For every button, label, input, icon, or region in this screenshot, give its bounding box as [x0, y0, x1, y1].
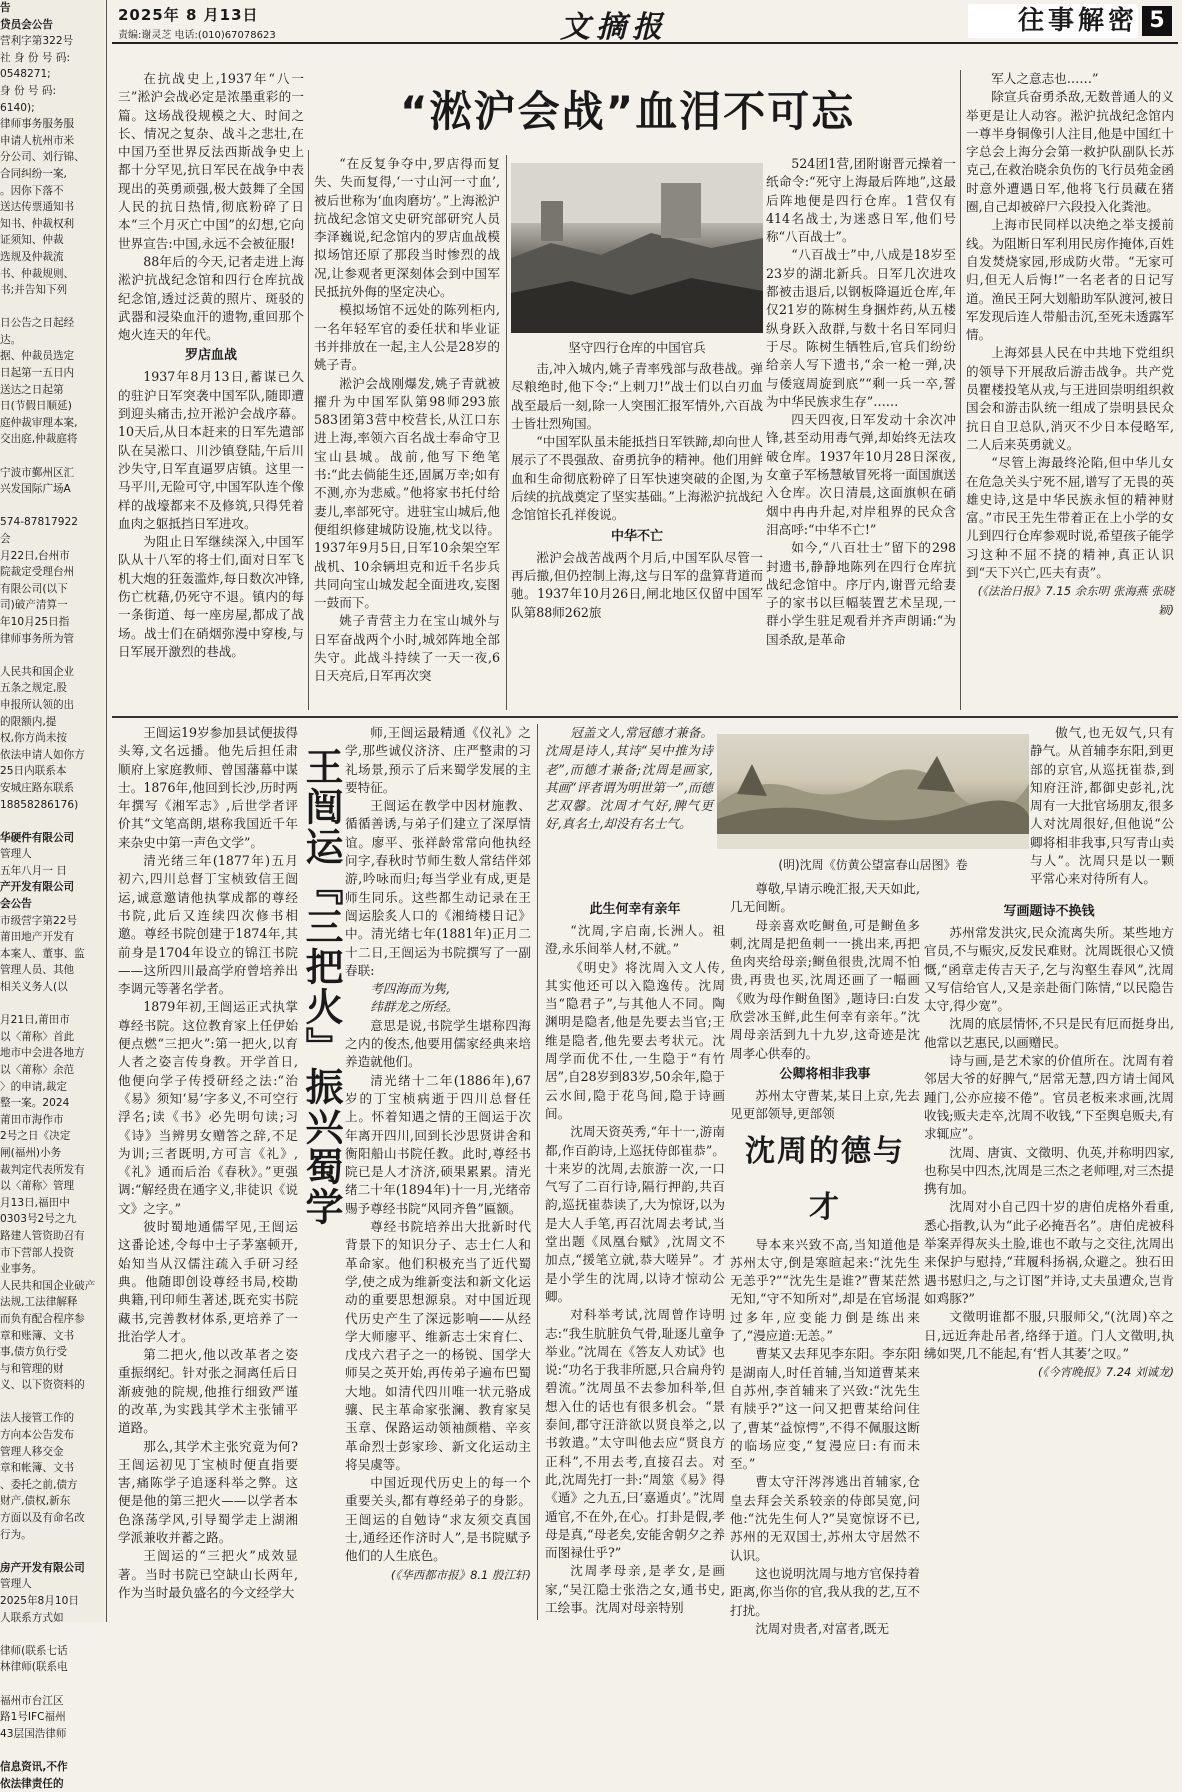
- ad-line: 社 身 份 号 码:: [0, 51, 71, 64]
- ad-line: 司)破产清算一: [0, 599, 68, 612]
- ad-line: [0, 1676, 104, 1693]
- article1-col2: “在反复争夺中,罗店得而复失、失而复得,‘一寸山河一寸血’,被后世称为‘血肉磨坊’。”上海淞沪抗战纪念馆文史研究部研究人员李泽巍说,纪念馆内的罗店血战模拟场馆还原了那段当时惨烈的战况,让参观者更深刻体会到中国军民抵抗外侮的坚定决心。 模拟场馆不远处的陈列柜内,一名年轻军官的委任状和毕业证书并排放在一起,主人公是28岁的姚子青。 淞沪会战刚爆发,姚子青就被擢升为中国军队第98师293旅583团第3营中校营长,从江口东进上海,率领六百名战士奉命守卫宝山县城。战前,他写下绝笔书:“此去倘能生还,固属万幸;如有不测,亦为悲威。”他将家书托付给妻儿,率部死守。进驻宝山城后,他便组织修建城防设施,枕戈以待。1937年9月5日,日军10余架空军战机、10余辆坦克和近千名步兵共同向宝山城发起全面进攻,妄图一鼓而下。 姚子青营主力在宝山城外与日军奋战两个小时,城郊阵地全部失守。此战斗持续了一天一夜,6日天亮后,日军再次突: [314, 156, 500, 684]
- ad-line: 事,债方负行受: [0, 1346, 67, 1359]
- article3-source: (《今宵晚报》7.24 刘诚龙): [1038, 1365, 1174, 1380]
- article3-intro: 冠盖文人,常冠德才兼备。沈周是诗人,其诗“吴中推为诗老”,而德才兼备;沈周是画家,其画“评者谓为明世第一”,而德艺双馨。沈周才气好,脾气更好,真名士,却没有名士气。: [545, 725, 714, 832]
- ad-line: 章和帐簿、文书: [0, 1462, 75, 1475]
- ad-line: 0303号2号之九: [0, 1213, 77, 1226]
- ad-line: 〉的申请,裁定: [0, 1080, 67, 1093]
- couplet-line-2: 纬群龙之所经。: [370, 999, 459, 1015]
- ad-line: 莆田市海作市: [0, 1113, 64, 1126]
- ad-divider: [106, 0, 107, 1622]
- ad-line: 财产,债权,新东: [0, 1495, 71, 1508]
- page-number: 5: [1142, 6, 1172, 36]
- article2-source: (《华西都市报》8.1 殷江轩): [390, 1567, 531, 1582]
- ad-line: 。因你下落不: [0, 184, 64, 197]
- ad-line: 据、仲裁员选定: [0, 350, 75, 363]
- ad-line: 路1号IFC福州: [0, 1711, 66, 1724]
- col-divider: [960, 70, 961, 710]
- ad-line: 书;并告知下列: [0, 284, 68, 297]
- ad-line: 合同纠纷一案,: [0, 167, 67, 180]
- ad-line: 产开发有限公司: [0, 881, 75, 894]
- ad-line: 律师(联系七话: [0, 1644, 68, 1657]
- ad-line: 送达之日起第: [0, 383, 64, 396]
- subhead-zhonghua: 中华不亡: [610, 528, 663, 544]
- section-rule: [112, 716, 1178, 718]
- ad-line: 申请人杭州市米: [0, 134, 75, 147]
- subhead-gongqing: 公卿将相非我事: [779, 1066, 871, 1082]
- ad-line: 方面以及有命名改: [0, 1512, 85, 1525]
- ad-line: 2025年8月10日: [0, 1595, 79, 1607]
- ad-line: 律师事务服务服: [0, 118, 75, 131]
- ad-line: 25日内联系本: [0, 765, 67, 778]
- ad-line: 闸(福州)小务: [0, 1146, 62, 1159]
- ad-line: 书、仲裁规则、: [0, 267, 75, 280]
- ad-line: 依法律责任的: [0, 1777, 64, 1790]
- ad-line: 知书、仲裁权利: [0, 217, 75, 230]
- article3-title: 沈周的德与才: [745, 1133, 905, 1225]
- article2-colA: 王闿运19岁参加县试便拔得头筹,文名远播。他先后担任肃顺府上家庭教师、曾国藩幕中谋士。1876年,他回到长沙,历时两年撰写《湘军志》,后世学者评价其“文笔高朗,堪称我国近千年来杂史中第一声色文学”。 清光绪三年(1877年)五月初六,四川总督丁宝桢致信王闿运,诚意邀请他执掌成都的尊经书院,此后又连续四次修书相邀。尊经书院创建于1874年,其前身是1704年设立的锦江书院——这所四川最高学府曾培养出李调元等著名学者。 1879年初,王闿运正式执掌尊经书院。这位教育家上任伊始便点燃“三把火”:第一把火,以育人者之姿言传身教。开学首日,他便向学子传授研经之法:“治《易》须知‘易’字多义,不可空行浮名;读《书》必先明句读;习《诗》当辨男女赠答之辞,不足为训;三者既明,方可言《礼》,《礼》通而后治《春秋》。”更强调:“解经贵在通字义,非徒识《说文》之字。” 彼时蜀地通儒罕见,王闿运这番论述,令每中士子茅塞顿开,始知当从汉儒注疏入手研习经典。他随即创设尊经书局,校勘典籍,刊印师生著述,既充实书院藏书,完善教材体系,更培养了一批治学人才。 第二把火,他以改革者之姿重振纲纪。针对张之洞离任后日渐疲弛的院规,他推行细致严谨的改革,为实践其学术主张铺平道路。 那么,其学术主张究竟为何?王闿运初见丁宝桢时便直指要害,痛陈学子追逐科举之弊。这便是他的第三把火——以学者本色涤荡学风,引导蜀学走上湖湘学派兼收并蓄之路。 王闿运的“三把火”成效显著。当时书院已空缺山长两年,作为当时最负盛名的今文经学大: [118, 725, 298, 1600]
- article3-colE-top: 傲气,也无奴气,只有静气。从首辅李东阳,到更部的京官,从巡抚崔恭,到知府汪浒,都御史彭礼,沈周有一大批官场朋友,很多人对沈周很好,但他说“公卿将相非我事,只写青山卖与人”。沈周只是以一颗平常心来对待所有人。: [1030, 725, 1174, 887]
- ad-line: 月21日,莆田市: [0, 1014, 70, 1027]
- ad-line: 而负有配合程序参: [0, 1312, 85, 1325]
- ad-line: 日公告之日起经: [0, 317, 75, 330]
- ad-line: 业事务。: [0, 1263, 43, 1276]
- ad-line: 庭仲裁审理本案,: [0, 416, 78, 429]
- col-divider: [537, 724, 538, 1620]
- ad-strip: [0, 0, 104, 1790]
- ad-line: 6140);: [0, 101, 35, 114]
- ad-line: 五条之规定,股: [0, 682, 67, 695]
- ad-line: 证须知、仲裁: [0, 234, 64, 247]
- ad-line: 管理人移交金: [0, 1445, 64, 1458]
- ad-line: 以〈莆称〉管理: [0, 1180, 75, 1193]
- article1-source: (《法治日报》7.15 余东明 张海燕 张晓颖): [977, 584, 1174, 617]
- ad-line: 信息资讯,不作: [0, 1760, 68, 1773]
- ad-line: 会公告: [0, 898, 32, 911]
- ad-line: 市下营部人投资: [0, 1246, 75, 1259]
- article3-painting-caption: (明)沈周《仿黄公望富春山居图》卷: [778, 858, 968, 872]
- ad-line: 43层国浩律师: [0, 1727, 67, 1740]
- ad-line: 安城庄路东联系: [0, 781, 75, 794]
- ad-line: 贷员会公告: [0, 18, 53, 31]
- ad-line: 整一案。2024: [0, 1097, 70, 1110]
- ad-line: 有限公司(以下: [0, 582, 68, 595]
- article2-title: 王闿运『三把火』振兴蜀学: [299, 747, 344, 1227]
- ad-line: [0, 996, 104, 1013]
- ad-line: 、委托之前,债方: [0, 1478, 78, 1491]
- article2-colB: 师,王闿运最精通《仪礼》之学,那些诚仪济济、庄严整肃的习礼场景,预示了后来蜀学发展的主要特征。 王闿运在教学中因材施教、循循善诱,与弟子们建立了深厚情谊。廖平、张祥龄常常向他执经问字,春秋时节师生数人常结伴郊游,吟咏而归;每当学业有成,更是师生同乐。这些都生动记录在王闿运脍炙人口的《湘绮楼日记》中。清光绪七年(1881年)正月二十二日,王闿运为书院撰写了一副春联: 考四海而为隽, 纬群龙之所经。 意思是说,书院学生堪称四海之内的俊杰,他要用儒家经典来培养造就他们。 清光绪十二年(1886年),67岁的丁宝桢病逝于四川总督任上。怀着知遇之情的王闿运于次年离开四川,回到长沙思贤讲舍和衡阳船山书院任教。此时,尊经书院已是人才济济,硕果累累。清光绪二十年(1894年)十一月,光绪帝赐予尊经书院“风同齐鲁”匾额。 尊经书院培养出大批新时代背景下的知识分子、志士仁人和革命家。他们积极充当了近代蜀学,使之成为维新变法和新文化运动的重要思想源泉。对中国近现代历史产生了深远影响——从经学大师廖平、维新志士宋育仁、戊戌六君子之一的杨锐、国学大师吴之英开始,再传弟子遍布巴蜀大地。如清代四川唯一状元骆成骧、民主革命家张澜、教育家吴玉章、保路运动领袖颜楷、辛亥革命烈士彭家珍、新文化运动主将吴虞等。 中国近现代历史上的每一个重要关头,都有尊经弟子的身影。王闿运的自勉诗“求友须交真国士,通经还作济时人”,是书院赋予他们的人生底色。 (《华西都市报》8.1 殷江轩): [345, 724, 531, 1620]
- col-divider: [506, 155, 507, 710]
- ad-line: [0, 1394, 104, 1411]
- ad-line: 市级营字第22号: [0, 914, 78, 927]
- article1-col5: 军人之意志也……” 除宣兵奋勇杀敌,无数普通人的义举更是让人动容。淞沪抗战纪念馆内一尊半身铜像引人注目,他是中国红十字总会上海分会第一救护队副队长苏克己,在救治晓余负伤的飞行员苑金函时意外遭遇日军,他将飞行员藏在猪圈,自己却被碎尸六段投入化粪池。 上海市民同样以决绝之举支援前线。为阻断日军利用民房作掩体,百姓自发焚烧家园,形成防火带。“无家可归,但无人后悔!”一名老者的日记写道。渔民王阿大划船助军队渡河,被日军发现后连人带船击沉,至死未透露军情。 上海郊县人民在中共地下党组织的领导下开展敌后游击战争。共产党员瞿楼投笔从戎,与王进回崇明组织救国会和游击队统一组成了崇明县民众抗日自卫总队,消灭不少日本侵略军,二人后来英勇就义。 “尽管上海最终沦陷,但中华儿女在危急关头宁死不屈,谱写了无畏的英雄史诗,这是中华民族永恒的精神财富。”市民王先生带着正在上小学的女儿到四行仓库参观时说,希望孩子能学习这种不屈不挠的精神,真正认识到“天下兴亡,匹夫有责”。 (《法治日报》7.15 余东明 张海燕 张晓颖): [966, 70, 1174, 710]
- ad-line: 月22日,台州市: [0, 549, 70, 562]
- ad-line: 院裁定受理台州: [0, 566, 75, 579]
- ad-line: 宁波市鄞州区汇: [0, 466, 75, 479]
- ad-line: [0, 498, 104, 515]
- article1-col3: 击,冲入城内,姚子青率残部与敌巷战。弹尽粮绝时,他下令:“上刺刀!”战士们以白刃血战至最后一刻,除一人突围汇报军情外,六百战士皆壮烈殉国。 “中国军队虽未能抵挡日军铁蹄,却向世人展示了不畏强敌、奋勇抗争的精神。他们用鲜血和生命彻底粉碎了日军快速突破的企图,为后续的抗战奠定了坚实基础。”上海淞沪抗战纪念馆馆长孔祥俊说。 中华不亡 淞沪会战苦战两个月后,中国军队尽管一再后撤,但仍控制上海,这与日军的盘算背道而驰。1937年10月26日,闸北地区仅留中国军队第88师262旅: [511, 361, 764, 620]
- ad-line: 福州市台江区: [0, 1694, 64, 1707]
- ad-line: 兴发国际广场A: [0, 483, 71, 496]
- ad-line: 林律师(联系电: [0, 1661, 68, 1674]
- ad-line: 人民共和国企业破产: [0, 1279, 96, 1292]
- ad-line: 行为。: [0, 1528, 32, 1541]
- article1-photo-caption: 坚守四行仓库的中国官兵: [568, 340, 706, 355]
- ad-line: 地市中会进各地方: [0, 1047, 85, 1060]
- ad-line: 管理人: [0, 848, 32, 861]
- article1-col4: 524团1营,团附谢晋元操着一纸命令:“死守上海最后阵地”,这最后阵地便是四行仓库。1营仅有414名战士,为迷惑日军,他们号称“八百战士”。 “八百战士”中,八成是18岁至23岁的湖北新兵。日军几次进攻都被击退后,以钢板降逼近仓库,年仅21岁的陈树生身捆炸药,从五楼纵身跃入敌群,与数十名日军同归于尽。陈树生牺牲后,官兵们纷纷给亲人写下遗书,“余一枪一弹,决与倭寇周旋到底”“剩一兵一卒,誓为中华民族求生存”…… 四天四夜,日军发动十余次冲锋,甚至动用毒气弹,却始终无法攻破仓库。1937年10月28日深夜,女童子军杨慧敏冒死将一面国旗送入仓库。次日清晨,这面旗帜在硝烟中冉冉升起,对岸租界的民众含泪高呼:“中华不亡!” 如今,“八百壮士”留下的298封遗书,静静地陈列在四行仓库抗战纪念馆中。序厅内,谢晋元给妻子的家书以巨幅装置艺术呈现,一群小学生驻足观看并齐声朗诵:“为国杀敌,是革命: [766, 156, 956, 647]
- ad-line: 人联系方式如: [0, 1611, 64, 1624]
- ad-line: 申报所认领的出: [0, 698, 75, 711]
- ad-line: 年10月25日指: [0, 615, 70, 628]
- ad-line: 管理人: [0, 1578, 32, 1591]
- ad-line: 达。: [0, 333, 22, 346]
- ad-line: 管理人员、其他: [0, 964, 75, 977]
- ad-line: 律师事务所为管: [0, 632, 75, 645]
- article3-colE: 写画题诗不换钱 苏州常发洪灾,民众流离失所。某些地方官员,不与赈灾,反发民难财。沈周既很心又愤慨,“函章走传吉天子,乞与沟壑生春风”,沈周又写信给官人,又是亲赴衙门陈情,“以民隐告太守,得少宽”。 沈周的底层情怀,不只是民有厄而挺身出,他常以艺惠民,以画赠民。 诗与画,是艺术家的价值所在。沈周有着邻居大爷的好脾气,“居常无慧,四方请士闻风踵门,公亦应接不倦”。官员老板来求画,沈周收钱;贩夫走卒,沈周不收钱,“下至舆皂贩夫,有求辄应”。 沈周、唐寅、文徵明、仇英,并称明四家,也称吴中四杰,沈周是三杰之老师哩,对三杰提携有加。 沈周对小自己四十岁的唐伯虎格外看重,悉心指教,认为“此子必掩吾名”。唐伯虎被科举案弄得灰头土脸,谁也不敢与之交往,沈周出来保护与慰持,“茸履科扬祸,众避之。独石田遇书慰归之,与之订图”并诗,丈夫虽遭众,岂肯如鸡豚?” 文徵明谁都不服,只服师父,“(沈周)卒之日,远近奔赴吊者,络绎于道。门人文徵明,执绋如哭,几不能起,有‘哲人其萎’之叹。” (《今宵晚报》7.24 刘诚龙): [924, 900, 1174, 1620]
- ad-line: 人民共和国企业: [0, 665, 75, 678]
- ad-line: 送达传票通知书: [0, 201, 75, 214]
- ad-line: 18858286176): [0, 798, 79, 811]
- ad-line: 与和管理的财: [0, 1362, 64, 1375]
- ad-line: [0, 299, 104, 316]
- ad-line: 以〈莆称〉首此: [0, 1030, 75, 1043]
- subhead-qinnian: 此生何幸有亲年: [589, 902, 681, 917]
- editor-line: 责编:谢灵芝 电话:(010)67078623: [118, 30, 276, 41]
- ad-line: 义、以下资资料的: [0, 1379, 85, 1392]
- ad-line: [0, 448, 104, 465]
- col-divider: [308, 150, 309, 710]
- ad-line: 日(节假日顺延): [0, 400, 72, 413]
- ad-line: 告: [0, 2, 11, 14]
- ad-line: 裁判定代表所发有: [0, 1163, 85, 1176]
- article3-colC: 此生何幸有亲年 “沈周,字启南,长洲人。祖澄,永乐间举人材,不就。” 《明史》将沈周入文人传,其实他还可以入隐逸传。沈周当“隐君子”,与其他人不同。陶渊明是隐者,他是先要去当官;王维是隐者,他先要去考状元。沈周学而优不仕,一生隐于“有竹居”,自28岁到83岁,50余年,隐于云水间,隐于花鸟间,隐于诗画间。 沈周天资英秀,“年十一,游南都,作百韵诗,上巡抚侍郎崔恭”。十来岁的沈周,去旅游一次,一口气写了二百行诗,隔行押韵,共百韵,巡抚崔恭读了,大为惊讶,以为是大人手笔,再召沈周去考试,当堂出题《凤凰台赋》,沈周文不加点,“援笔立就,恭大嗟异”。才是小学生的沈周,以诗才惊动公卿。 对科举考试,沈周曾作诗明志:“我生肮脏负气骨,耻逐儿童争举业。”沈周在《答友人劝试》也说:“功名于我非所愿,只合扁舟钓碧流。”沈周虽不去参加科举,但想入仕的话也有很多机会。“景泰间,郡守汪浒欲以贤良举之,以书敦遣。”太守叫他去应“贤良方正科”,不用去考,直接召去。对此,沈周先打一卦:“周筮《易》得《遁》之九五,曰‘嘉遁贞’。”沈周遁官,不在外,在心。打卦是假,孝母是真,“母老矣,安能舍朝夕之养而图禄仕乎?” 沈周孝母亲,是孝女,是画家,“吴江隐士张浩之女,通书史,工绘事。沈周对母亲特别: [545, 898, 725, 1620]
- ad-line: 以〈莆称〉余范: [0, 1064, 75, 1076]
- header-rule: [112, 42, 1178, 44]
- subhead-luodian: 罗店血战: [184, 348, 237, 364]
- ad-line: 月13日,福田中: [0, 1196, 70, 1209]
- ad-line: 574-87817922: [0, 516, 78, 529]
- masthead: 文摘报: [560, 10, 668, 45]
- ad-line: 莆田地产开发有: [0, 931, 75, 944]
- ad-line: 交出庭,仲裁庭将: [0, 433, 78, 446]
- subhead-huashi: 写画题诗不换钱: [1003, 904, 1095, 919]
- ad-line: [0, 813, 104, 830]
- ad-line: 路建人管资助召有: [0, 1229, 85, 1242]
- ad-line: 会: [0, 533, 11, 545]
- ad-line: [0, 1543, 104, 1560]
- ad-line: 法规,工法律解释: [0, 1296, 78, 1309]
- ad-line: 身 份 号 码:: [0, 84, 57, 97]
- ad-line: 相关义务人(以: [0, 981, 68, 994]
- ad-line: 方向本公告发布: [0, 1429, 75, 1442]
- ad-line: 日起第一五日内: [0, 367, 75, 380]
- ad-line: 章和账簿、文书: [0, 1329, 75, 1342]
- ad-line: [0, 1742, 104, 1759]
- ad-line: 法人接管工作的: [0, 1412, 75, 1425]
- ad-line: 选规及仲裁流: [0, 250, 64, 263]
- article1-title: “淞沪会战”血泪不可忘: [400, 87, 856, 136]
- ad-line: 五年八月一 日: [0, 864, 67, 877]
- ad-line: 房产开发有限公司: [0, 1561, 85, 1574]
- section-title: 往事解密: [968, 4, 1138, 38]
- couplet-line-1: 考四海而为隽,: [370, 981, 450, 997]
- ad-line: 本案人、董事、监: [0, 947, 85, 960]
- ad-line: [0, 1626, 104, 1643]
- ad-line: [0, 647, 104, 664]
- article1-col1: 在抗战史上,1937年“八一三”淞沪会战必定是浓墨重彩的一篇。这场战役规模之大、时间之长、情况之复杂、战斗之悲壮,在中国乃至世界反法西斯战争史上都十分罕见,抗日军民在战争中表现出的英勇顽强,极大鼓舞了全国人民的抗日热情,彻底粉碎了日本“三个月灭亡中国”的幻想,它向世界宣告:中国,永远不会被征服! 88年后的今天,记者走进上海淞沪抗战纪念馆和四行仓库抗战纪念馆,透过泛黄的照片、斑驳的武器和浸染血汗的遗物,重回那个炮火连天的年代。 罗店血战 1937年8月13日,蓄谋已久的驻沪日军突袭中国军队,随即遭到迎头痛击,拉开淞沪会战序幕。10天后,从日本赶来的日军先遣部队在吴淞口、川沙镇登陆,午后川沙失守,日军直逼罗店镇。这里一马平川,无险可守,中国军队连个像样的战壕都来不及修筑,只得凭着血肉之躯抵挡日军进攻。 为阻止日军继续深入,中国军队从十八军的将士们,面对日军飞机大炮的狂轰滥炸,每日数次冲锋,伤亡枕藉,仍死守不退。镇内的每一条街道、每一座房屋,都成了战场。战士们在硝烟弥漫中穿梭,与日军展开激烈的巷战。: [118, 71, 304, 659]
- ad-line: 0548271;: [0, 68, 51, 81]
- ad-line: 依法申请人如你方: [0, 748, 85, 761]
- article3-painting: [717, 734, 1029, 849]
- ad-line: 的限额内,提: [0, 715, 57, 728]
- ad-line: 营利字第322号: [0, 35, 74, 48]
- ad-line: 分公司、刘行锦、: [0, 151, 85, 164]
- ad-line: 华硬件有限公司: [0, 831, 75, 844]
- ad-line: 权,你方尚未按: [0, 732, 67, 745]
- ad-line: 2号之日《决定: [0, 1130, 71, 1143]
- article1-photo: [511, 163, 763, 333]
- article3-colD: 尊敬,早请示晚汇报,天天如此,几无间断。 母亲喜欢吃鲥鱼,可是鲥鱼多刺,沈周是把鱼刺一一挑出来,再把鱼肉夹给母亲;鲥鱼很贵,沈周不怕贵,再贵也买,沈周还画了一幅画《败为母作鲥鱼图》,题诗曰:白发欣尝冰玉鲜,此生何幸有亲年。”沈周母亲活到九十九岁,这奇迹是沈周孝心供奉的。 公卿将相非我事 苏州太守曹某,某日上京,先去见更部领导,更部领 沈周的德与才 导本来兴致不高,当知道他是苏州太守,倒是寒暄起来:“沈先生无恙乎?”“沈先生是谁?”曹某茫然无知,“守不知所对”,却是在官场混过多年,应变能力倒是练出来了,“漫应道:无恙。” 曹某又去拜见李东阳。李东阳是湖南人,时任首辅,当知道曹某来自苏州,李首辅来了兴致:“沈先生有牍乎?”这一问又把曹某给问住了,曹某“益惊愕”,不得不佩服这断的临场应变,“复漫应曰:有而未至。” 曹太守汗涔涔逃出首辅家,仓皇去拜会关系较亲的侍郎吴宽,问他:“沈先生何人?”吴宽惊讶不已,苏州的无双国士,苏州太守居然不认识。 这也说明沈周与地方官保持着距离,你当你的官,我从我的艺,互不打扰。 沈周对贵者,对富者,既无: [730, 881, 920, 1636]
- issue-date: 2025年 8 月13日: [118, 6, 259, 24]
